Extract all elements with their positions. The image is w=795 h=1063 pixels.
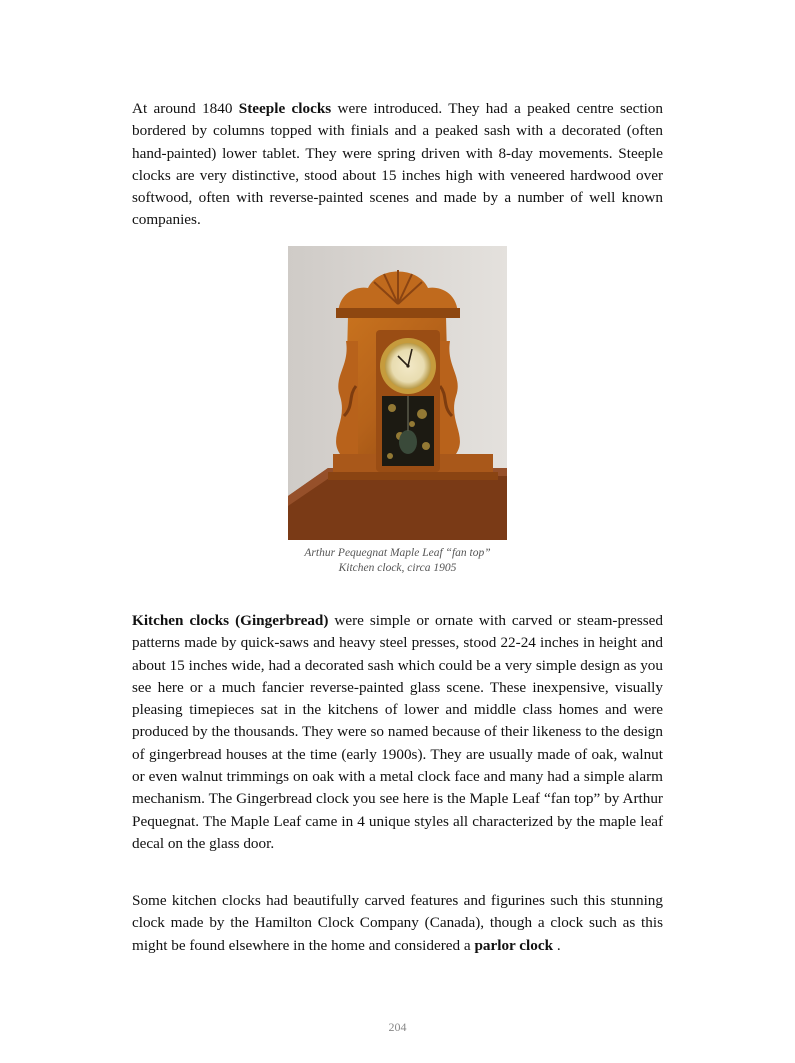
clock-photo — [288, 246, 507, 540]
paragraph-steeple-clocks — [132, 98, 663, 232]
bold-term-kitchen-clocks: Kitchen clocks (Gingerbread) — [132, 612, 329, 629]
paragraph-text: Some kitchen clocks had beautifully carved features and figurines such this stunning clock made by the Hamilton Clock Company (Canada), though a clock such as this might be found elsewhere in the home and considered a — [132, 892, 663, 954]
paragraph-text: were introduced. They had a peaked centre section bordered by columns topped with finials and a peaked sash with a decorated (often hand-painted) lower tablet. They were spring driven with 8-day movements. Steeple clocks are very distinctive, stood about 15 inches high with veneered hardwood over softwood, often with reverse-painted scenes and made by a number of well known companies. — [132, 100, 663, 229]
bold-term-steeple-clocks: Steeple clocks — [238, 100, 332, 117]
page-number: 204 — [388, 1020, 407, 1034]
figure-caption — [250, 546, 545, 576]
paragraph-text: . — [553, 936, 561, 954]
paragraph-parlor-clocks — [132, 890, 663, 957]
paragraph-text: were simple or ornate with carved or steam-pressed patterns made by quick-saws and heavy steel presses, stood 22-24 inches in height and about 15 inches wide, had a decorated sash which could be a very simple design as you see here or a much fancier reverse-painted glass scene. These inexpensive, visually pleasing timepieces sat in the kitchens of lower and middle class homes and were produced by the thousands. They were so named because of their likeness to the design of gingerbread houses at the time (early 1900s). They are usually made of oak, walnut or even walnut trimmings on oak with a metal clock face and many had a simple alarm mechanism. The Gingerbread clock you see here is the Maple Leaf “fan top” by Arthur Pequegnat. The Maple Leaf came in 4 unique styles all characterized by the maple leaf decal on the glass door. — [132, 612, 663, 852]
paragraph-text: At around 1840 — [132, 100, 239, 117]
bold-term-parlor-clock: parlor clock — [474, 936, 554, 954]
paragraph-kitchen-clocks — [132, 610, 663, 855]
caption-line: Arthur Pequegnat Maple Leaf “fan top” — [304, 547, 491, 559]
caption-line: Kitchen clock, circa 1905 — [338, 562, 457, 574]
